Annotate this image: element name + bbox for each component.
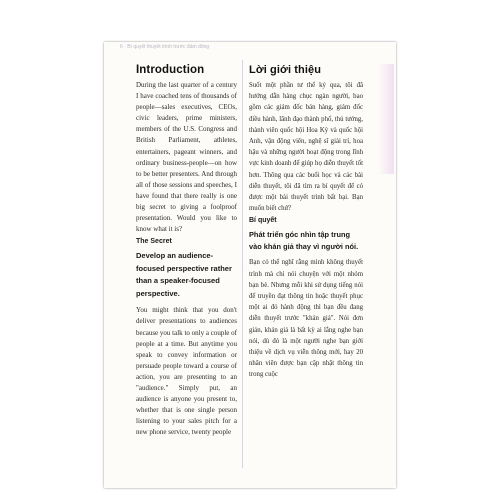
english-title: Introduction (136, 64, 205, 76)
vietnamese-subheading: Phát triển góc nhìn tập trung vào khán giả thay vì người nói. (249, 230, 359, 251)
page-bleed (378, 64, 394, 174)
vietnamese-intro-paragraph: Suốt một phần tư thế kỷ qua, tôi đã hướng dẫn hàng chục ngàn người, bao gồm các giám đốc bán hàng, giám đốc điều hành, lãnh đạo thành phố, thủ tướng, thành viên quốc hội Hoa Kỳ và quốc hội Anh, vận động viên, nghệ sĩ giải trí, hoa hậu và những người hoạt động trong lĩnh vực kinh doanh để giúp họ diễn thuyết tốt hơn. Thông qua các buổi học và các bài diễn thuyết, tôi đã tìm ra bí quyết để có được một bài thuyết trình bất bại. Bạn muốn biết chứ? (249, 82, 363, 213)
vietnamese-body-paragraph: Bạn có thể nghĩ rằng mình không thuyết trình mà chỉ nói chuyện với một nhóm bạn bè. Nhưng mỗi khi sử dụng tiếng nói để truyền đạt thông tin hoặc thuyết phục một ai đó hành động thì bạn đều đang diễn thuyết trước "khán giả". Nói đơn giản, khán giả là bất kỳ ai lắng nghe bạn nói, dù đó là một người nghe bạn giới thiệu về dịch vụ viễn thông mới, hay 20 nhân viên được bạn cập nhật thông tin trong cuộc (249, 259, 363, 379)
english-body-paragraph: You might think that you don't deliver presentations to audiences because you talk to only a couple of people at a time. But anytime you speak to convey information or persuade people toward a course of action, you are presenting to an "audience." Simply put, an audience is anyone you present to, whether that is one single person listening to your sales pitch for a new phone service, twenty people (136, 306, 237, 437)
english-column (136, 64, 237, 484)
english-subheading: Develop an audience-focused perspective rather than a speaker-focused perspective. (136, 251, 232, 298)
vietnamese-section-heading: Bí quyết (249, 217, 277, 225)
english-section-heading: The Secret (136, 238, 172, 246)
column-divider (242, 60, 243, 468)
vietnamese-column (249, 64, 363, 484)
running-head: 6 · Bí quyết thuyết trình trước đám đông (120, 44, 210, 50)
vietnamese-title: Lời giới thiệu (249, 64, 322, 76)
english-intro-paragraph: During the last quarter of a century I have coached tens of thousands of people—sales executives, CEOs, civic leaders, prime ministers, members of the U.S. Congress and British Parliament, athletes, entertainers, pageant winners, and ordinary business-people—on how to be better presenters. And through all of those sessions and speeches, I have found that there really is one big secret to giving a foolproof presentation. Would you like to know what it is? (136, 81, 237, 234)
